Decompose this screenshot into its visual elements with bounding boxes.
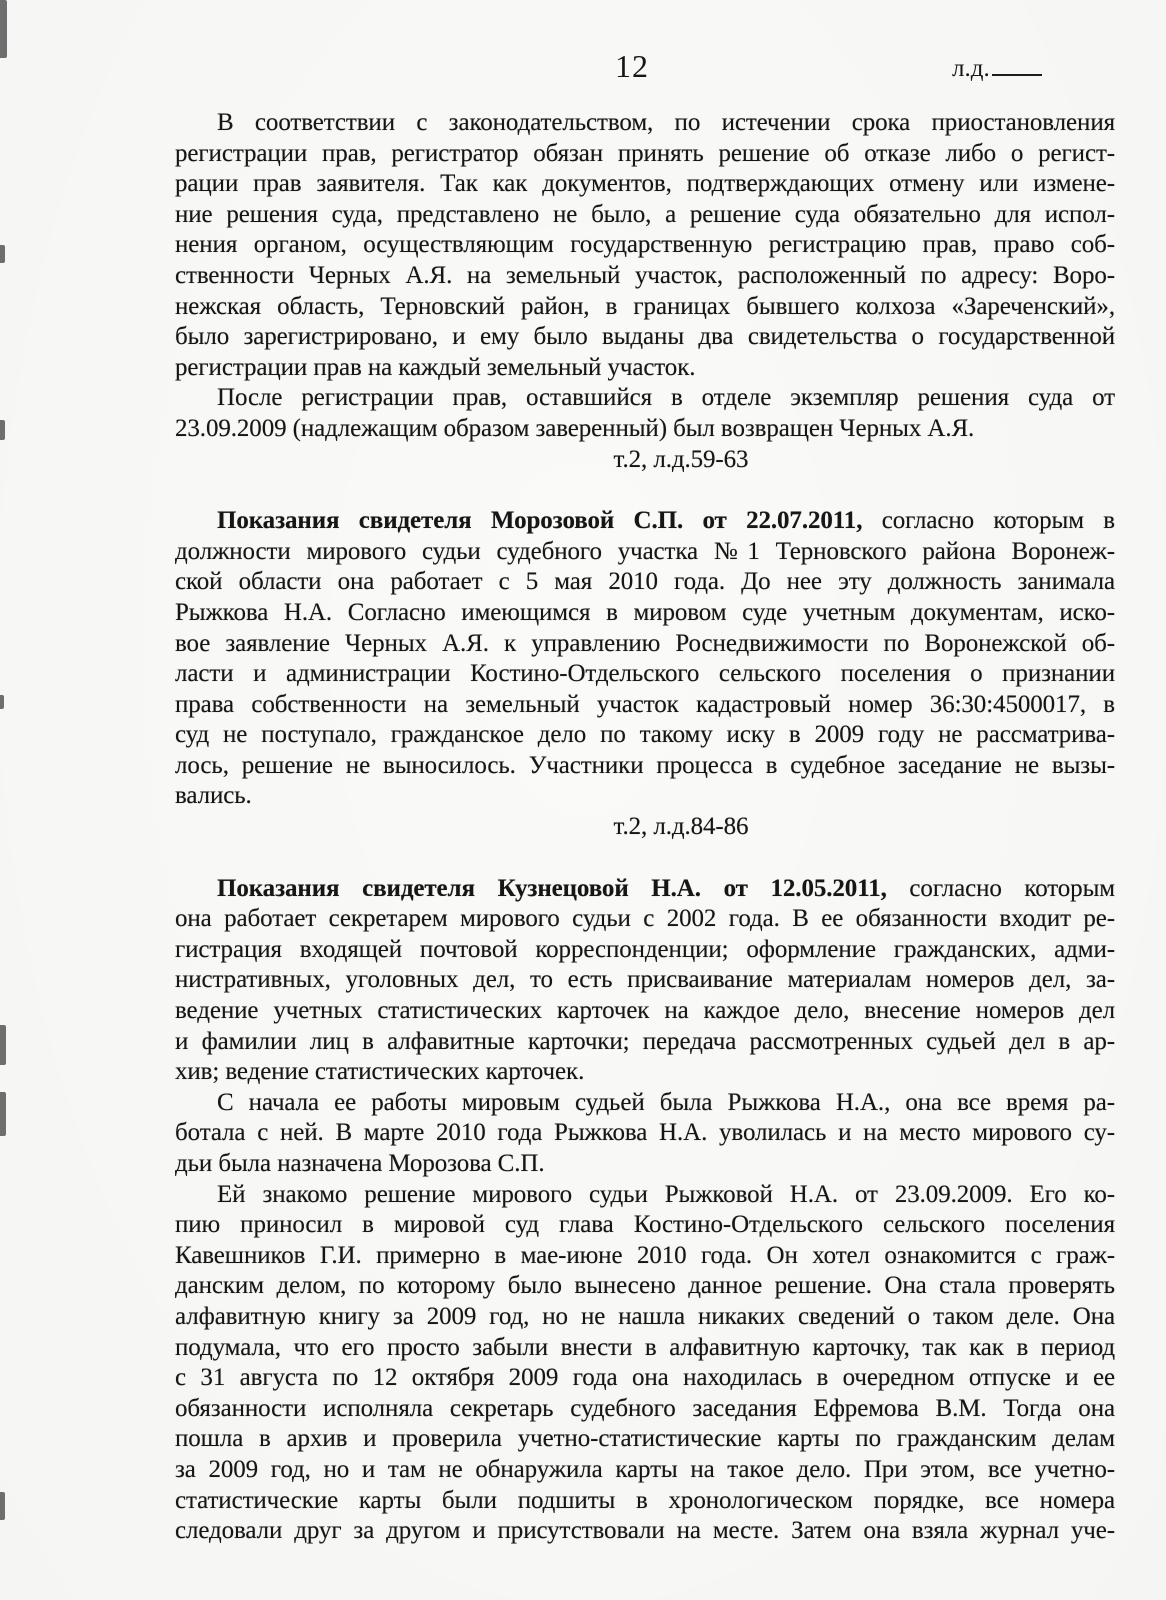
text-line: дьи была назначена Морозова С.П.	[175, 1150, 545, 1177]
text-line: 23.09.2009 (надлежащим образом заверенный) был возвращен Черных А.Я.	[175, 414, 975, 442]
text-line: вое заявление Черных А.Я. к управлению Роснедвижимости по Воронежской об-	[175, 629, 1115, 657]
text-line: гистрация входящей почтовой корреспонденции; оформление гражданских, адми-	[175, 935, 1115, 963]
text-line: с 31 августа по 12 октября 2009 года она находилась в очередном отпуске и ее	[175, 1364, 1115, 1392]
text-line: Ей знакомо решение мирового судьи Рыжковой Н.А. от 23.09.2009. Его ко-	[217, 1180, 1115, 1208]
text-line: нения органом, осуществляющим государственную регистрацию прав, право соб-	[175, 231, 1115, 259]
text-line: за 2009 год, но и там не обнаружила карты на такое дело. При этом, все учетно-	[175, 1455, 1115, 1483]
text-line: она работает секретарем мирового судьи с 2002 года. В ее обязанности входит ре-	[175, 905, 1115, 933]
text-line: регистрации прав, регистратор обязан принять решение об отказе либо о регист-	[175, 139, 1115, 167]
testimony-heading-line: Показания свидетеля Кузнецовой Н.А. от 12.05.2011, согласно которым	[217, 874, 1115, 902]
scan-edge-artifact	[0, 695, 4, 709]
text-line: рации прав заявителя. Так как документов, подтверждающих отмену или измене-	[175, 170, 1115, 198]
text-line: суд не поступало, гражданское дело по такому иску в 2009 году не рассматрива-	[175, 721, 1115, 749]
text-line: нистративных, уголовных дел, то есть присваивание материалам номеров дел, за-	[175, 966, 1115, 994]
sheet-reference: т.2, л.д.84-86	[613, 813, 749, 841]
text-line: данским делом, по которому было вынесено данное решение. Она стала проверять	[175, 1272, 1115, 1300]
text-line: пию приносил в мировой суд глава Костино-Отдельского сельского поселения	[175, 1211, 1115, 1239]
text-line: права собственности на земельный участок кадастровый номер 36:30:4500017, в	[175, 690, 1115, 718]
text-line: нежская область, Терновский район, в границах бывшего колхоза «Зареченский»,	[175, 292, 1115, 320]
scan-edge-artifact	[0, 420, 5, 440]
scan-edge-artifact	[0, 1092, 6, 1136]
scan-edge-artifact	[0, 245, 5, 263]
ld-blank-line	[992, 73, 1042, 76]
text-line: статистические карты были подшиты в хронологическом порядке, все номера	[175, 1486, 1115, 1514]
text-line: алфавитную книгу за 2009 год, но не нашла никаких сведений о таком деле. Она	[175, 1302, 1115, 1330]
sheet-reference: т.2, л.д.59-63	[613, 445, 749, 473]
document-body	[175, 108, 1115, 1547]
testimony-heading-line: Показания свидетеля Морозовой С.П. от 22.07.2011, согласно которым в	[217, 507, 1115, 535]
text-line: хив; ведение статистических карточек.	[175, 1058, 585, 1086]
text-line: Кавешников Г.И. примерно в мае-июне 2010 года. Он хотел ознакомится с граж-	[175, 1241, 1115, 1269]
scan-edge-artifact	[0, 0, 7, 58]
text-line: вались.	[175, 782, 252, 810]
text-line: лось, решение не выносилось. Участники процесса в судебное заседание не вызы-	[175, 751, 1115, 779]
text-line: и фамилии лиц в алфавитные карточки; передача рассмотренных судьей дел в ар-	[175, 1027, 1115, 1055]
text-line: следовали друг за другом и присутствовали на месте. Затем она взяла журнал уче-	[175, 1517, 1115, 1545]
text-line: В соответствии с законодательством, по истечении срока приостановления	[217, 109, 1115, 136]
text-line: ской области она работает с 5 мая 2010 года. До нее эту должность занимала	[175, 568, 1115, 596]
sheet-number-field	[952, 55, 1042, 83]
text-line: было зарегистрировано, и ему было выданы два свидетельства о государственной	[175, 323, 1115, 351]
text-line: ведение учетных статистических карточек на каждое дело, внесение номеров дел	[175, 997, 1115, 1025]
text-line: ственности Черных А.Я. на земельный участок, расположенный по адресу: Воро-	[175, 261, 1115, 289]
testimony-heading: Показания свидетеля Морозовой С.П. от 22.07.2011,	[217, 507, 863, 535]
text-line: подумала, что его просто забыли внести в алфавитную карточку, так как в период	[175, 1333, 1115, 1361]
text-line: регистрации прав на каждый земельный участок.	[175, 353, 696, 381]
text-line: обязанности исполняла секретарь судебного заседания Ефремова В.М. Тогда она	[175, 1394, 1115, 1422]
text-line: Рыжкова Н.А. Согласно имеющимся в мировом суде учетным документам, иско-	[175, 598, 1115, 626]
text-line: должности мирового судьи судебного участка №1 Терновского района Воронеж-	[175, 537, 1115, 565]
text-line: С начала ее работы мировым судьей была Рыжкова Н.А., она все время ра-	[217, 1088, 1115, 1116]
text-line: ласти и администрации Костино-Отдельского сельского поселения о признании	[175, 660, 1115, 688]
text-line: пошла в архив и проверила учетно-статистические карты по гражданским делам	[175, 1425, 1115, 1453]
page-number: 12	[615, 48, 649, 84]
testimony-heading: Показания свидетеля Кузнецовой Н.А. от 12.05.2011,	[217, 874, 887, 902]
text-line: ние решения суда, представлено не было, а решение суда обязательно для испол-	[175, 200, 1115, 228]
text-line: После регистрации прав, оставшийся в отделе экземпляр решения суда от	[217, 384, 1115, 412]
scan-edge-artifact	[0, 1492, 5, 1520]
text-line: ботала с ней. В марте 2010 года Рыжкова Н.А. уволилась и на место мирового су-	[175, 1119, 1115, 1147]
scan-edge-artifact	[0, 1025, 6, 1065]
ld-label: л.д.	[952, 55, 990, 82]
